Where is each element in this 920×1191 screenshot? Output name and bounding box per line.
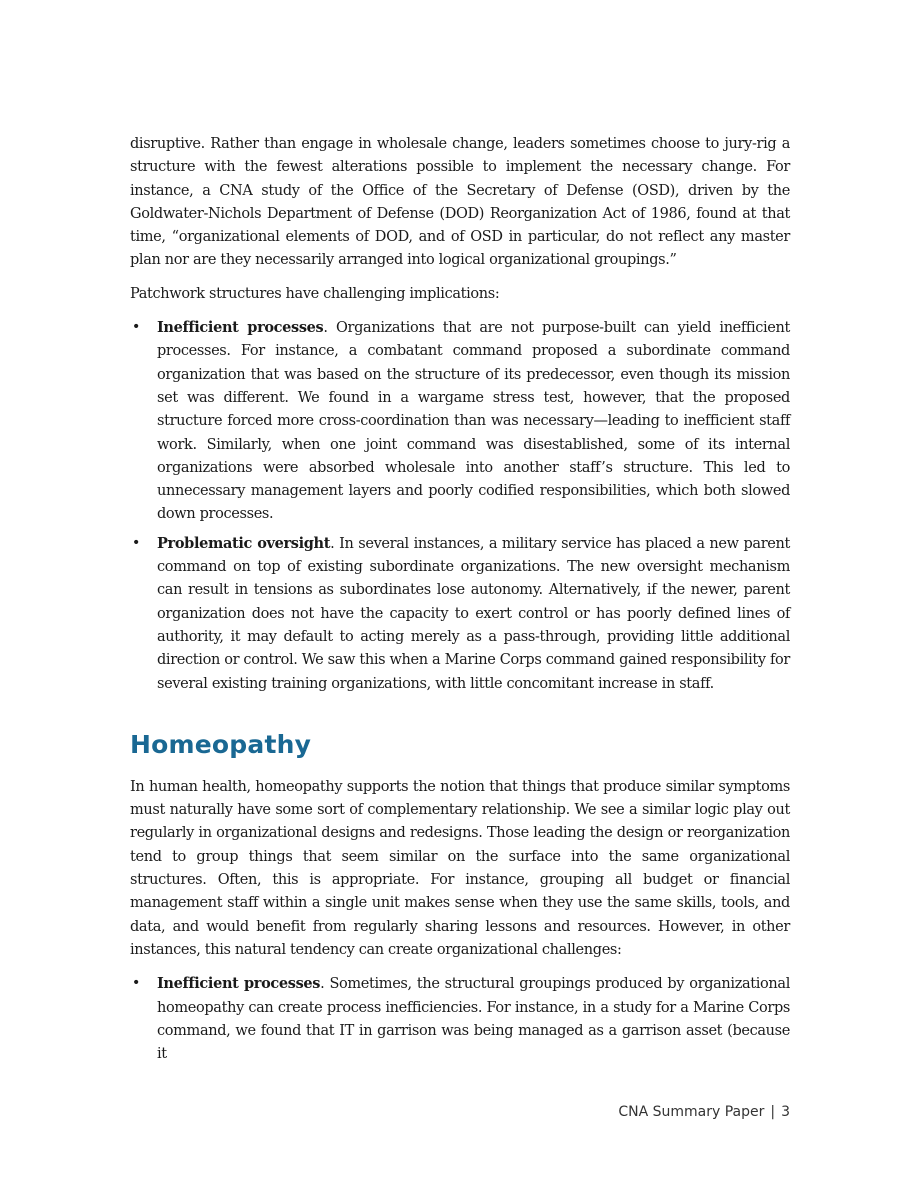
- list-item: [130, 316, 790, 527]
- bullet-term: Inefficient processes: [157, 975, 321, 993]
- list-item: [130, 972, 790, 1066]
- page-number: 3: [781, 1104, 790, 1120]
- bullet-icon: •: [131, 534, 141, 551]
- homeopathy-bullet-list: [130, 972, 790, 1066]
- homeopathy-paragraph: In human health, homeopathy supports the notion that things that produce similar symptoms must naturally have some sort of complementary relationship. We see a similar logic play out regularly in organizational designs and redesigns. Those leading the design or reorganization tend to group things that seem similar on the surface into the same organizational structures. Often, this is appropriate. For instance, grouping all budget or financial management staff within a single unit makes sense when they use the same skills, tools, and data, and would benefit from regularly sharing lessons and resources. However, in other instances, this natural tendency can create organizational challenges:: [130, 778, 790, 958]
- page-body: [130, 133, 790, 1076]
- section-heading-homeopathy: Homeopathy: [130, 729, 312, 759]
- bullet-icon: •: [131, 319, 141, 336]
- bullet-icon: •: [131, 975, 141, 992]
- patchwork-bullet-list: [130, 316, 790, 696]
- list-item: [130, 532, 790, 696]
- bullet-text: . Organizations that are not purpose-built can yield inefficient processes. For instance, a combatant command proposed a subordinate command organization that was based on the structure of its predecessor, even though its mission set was different. We found in a wargame stress test, however, that the proposed structure forced more cross-coordination than was necessary—leading to inefficient staff work. Similarly, when one joint command was disestablished, some of its internal organizations were absorbed wholesale into another staff’s structure. This led to unnecessary management layers and poorly codified responsibilities, which both slowed down processes.: [157, 320, 790, 523]
- bullet-text: . Sometimes, the structural groupings produced by organizational homeopathy can create process inefficiencies. For instance, in a study for a Marine Corps command, we found that IT in garrison was being managed as a garrison asset (because it: [157, 976, 790, 1063]
- footer-separator: |: [770, 1104, 776, 1120]
- page-footer: [618, 1104, 790, 1120]
- bullet-term: Inefficient processes: [157, 319, 324, 337]
- intro-paragraph: disruptive. Rather than engage in wholesale change, leaders sometimes choose to jury-rig a structure with the fewest alterations possible to implement the necessary change. For instance, a CNA study of the Office of the Secretary of Defense (OSD), driven by the Goldwater-Nichols Department of Defense (DOD) Reorganization Act of 1986, found at that time, “organizational elements of DOD, and of OSD in particular, do not reflect any master plan nor are they necessarily arranged into logical organizational groupings.”: [130, 136, 790, 269]
- bullet-text: . In several instances, a military service has placed a new parent command on top of existing subordinate organizations. The new oversight mechanism can result in tensions as subordinates lose autonomy. Alternatively, if the newer, parent organization does not have the capacity to exert control or has poorly defined lines of authority, it may default to acting merely as a pass-through, providing little additional direction or control. We saw this when a Marine Corps command gained responsibility for several existing training organizations, with little concomitant increase in staff.: [157, 535, 790, 692]
- footer-publication: CNA Summary Paper: [618, 1104, 765, 1120]
- bullet-term: Problematic oversight: [157, 534, 331, 552]
- patchwork-intro: Patchwork structures have challenging implications:: [130, 285, 500, 302]
